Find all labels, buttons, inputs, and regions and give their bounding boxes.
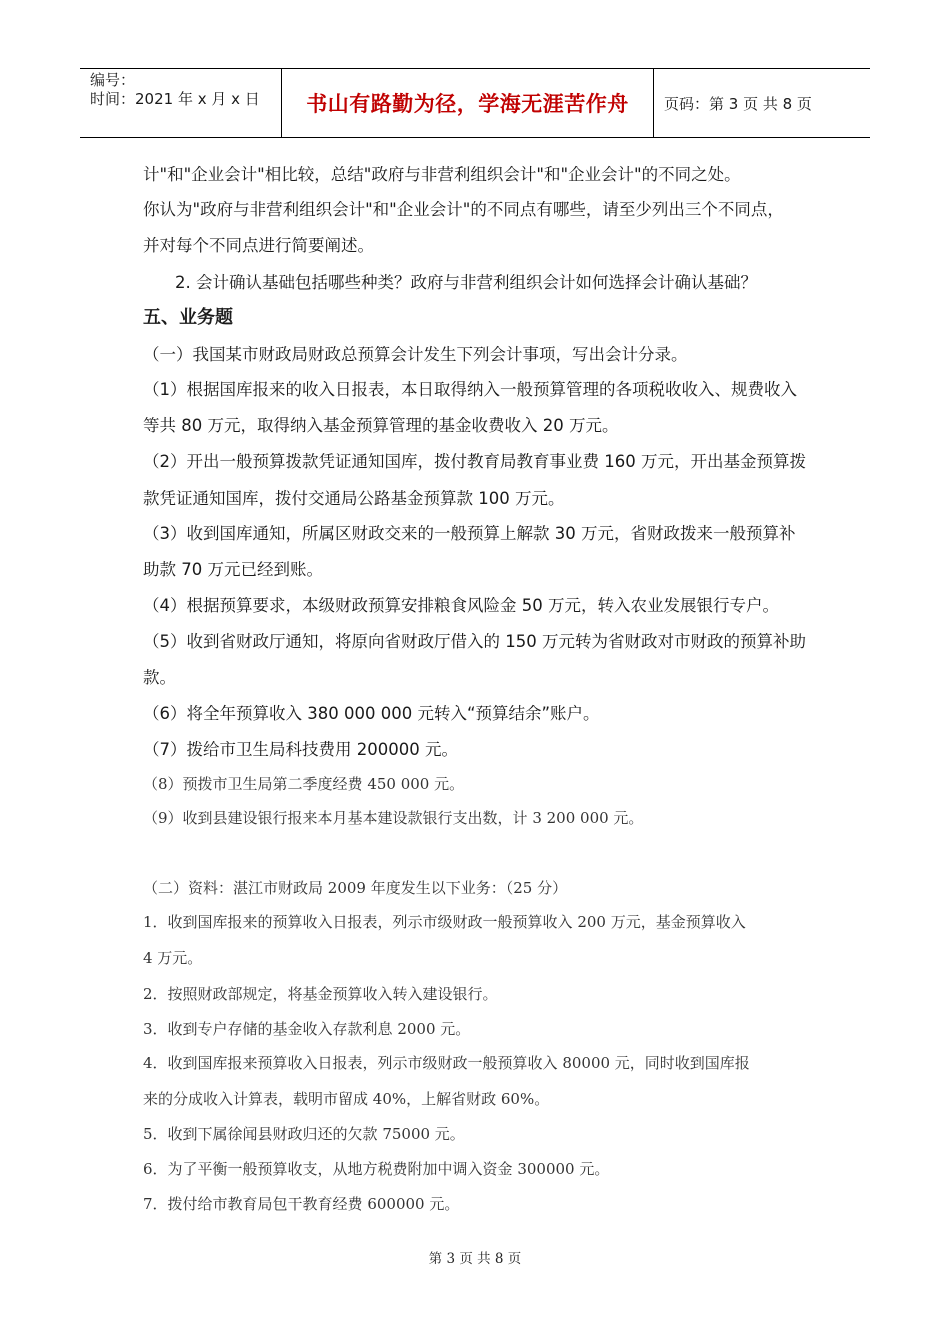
item-4: （4）根据预算要求，本级财政预算安排粮食风险金 50 万元，转入农业发展银行专户。: [143, 596, 779, 615]
item-6: （6）将全年预算收入 380 000 000 元转入“预算结余”账户。: [143, 704, 600, 723]
item-3: （3）收到国库通知，所属区财政交来的一般预算上解款 30 万元，省财政拨来一般预算补: [143, 524, 796, 543]
subsection-1-title: （一）我国某市财政局财政总预算会计发生下列会计事项，写出会计分录。: [143, 345, 688, 364]
item-5-cont: 款。: [143, 668, 176, 687]
item-2: （2）开出一般预算拨款凭证通知国库，拨付教育局教育事业费 160 万元，开出基金预算拨: [143, 452, 806, 471]
item-2-cont: 款凭证通知国库，拨付交通局公路基金预算款 100 万元。: [143, 489, 565, 508]
task-5: 5．收到下属徐闻县财政归还的欠款 75000 元。: [143, 1125, 465, 1143]
document-date-label: 时间：2021 年 x 月 x 日: [90, 90, 260, 108]
item-1-cont: 等共 80 万元，取得纳入基金预算管理的基金收费收入 20 万元。: [143, 416, 619, 435]
header-page-label: 页码：第 3 页 共 8 页: [664, 94, 812, 113]
item-7: （7）拨给市卫生局科技费用 200000 元。: [143, 740, 458, 759]
item-1: （1）根据国库报来的收入日报表，本日取得纳入一般预算管理的各项税收收入、规费收入: [143, 380, 797, 399]
body-line: 你认为"政府与非营利组织会计"和"企业会计"的不同点有哪些，请至少列出三个不同点，: [143, 200, 784, 219]
task-3: 3．收到专户存储的基金收入存款利息 2000 元。: [143, 1020, 471, 1038]
header-page-cell: [654, 69, 870, 137]
document-number-label: 编号：: [90, 71, 136, 89]
item-8: （8）预拨市卫生局第二季度经费 450 000 元。: [143, 775, 465, 793]
item-3-cont: 助款 70 万元已经到账。: [143, 560, 323, 579]
header-motto: 书山有路勤为径，学海无涯苦作舟: [306, 92, 629, 116]
task-6: 6．为了平衡一般预算收支，从地方税费附加中调入资金 300000 元。: [143, 1160, 610, 1178]
task-4: 4．收到国库报来预算收入日报表，列示市级财政一般预算收入 80000 元，同时收到国库报: [143, 1054, 750, 1072]
page-header: [80, 68, 870, 138]
header-meta: [80, 69, 282, 137]
subsection-2-title: （二）资料：湛江市财政局 2009 年度发生以下业务：（25 分）: [143, 879, 568, 897]
item-9: （9）收到县建设银行报来本月基本建设款银行支出数，计 3 200 000 元。: [143, 809, 644, 827]
item-5: （5）收到省财政厅通知，将原向省财政厅借入的 150 万元转为省财政对市财政的预算补助: [143, 632, 806, 651]
task-1: 1．收到国库报来的预算收入日报表，列示市级财政一般预算收入 200 万元，基金预算收入: [143, 913, 746, 931]
body-line: 计"和"企业会计"相比较，总结"政府与非营利组织会计"和"企业会计"的不同之处。: [143, 165, 741, 184]
body-line: 并对每个不同点进行简要阐述。: [143, 236, 374, 255]
page-footer: 第 3 页 共 8 页: [428, 1251, 522, 1267]
task-7: 7．拨付给市教育局包干教育经费 600000 元。: [143, 1195, 460, 1213]
question-2: 2. 会计确认基础包括哪些种类？政府与非营利组织会计如何选择会计确认基础？: [175, 273, 757, 292]
task-2: 2．按照财政部规定，将基金预算收入转入建设银行。: [143, 985, 498, 1003]
task-4-cont: 来的分成收入计算表，载明市留成 40%，上解省财政 60%。: [143, 1090, 550, 1108]
task-1-cont: 4 万元。: [143, 949, 203, 967]
header-motto-cell: [282, 69, 654, 137]
section-heading: 五、业务题: [143, 307, 233, 328]
